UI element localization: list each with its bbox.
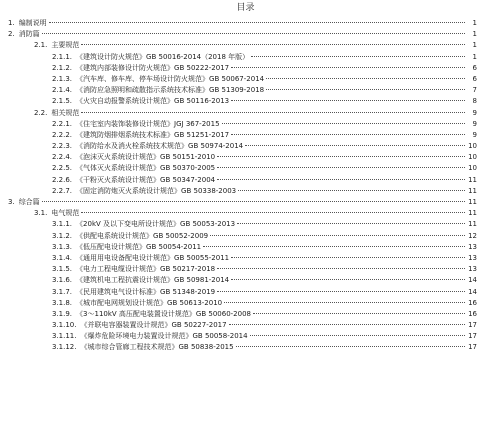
toc-entry-number: 2. xyxy=(8,30,15,39)
toc-leader-dots xyxy=(81,212,465,213)
toc-entry[interactable] xyxy=(0,264,491,275)
toc-entry-page: 16 xyxy=(468,309,477,318)
toc-leader-dots xyxy=(49,22,465,23)
toc-leader-dots xyxy=(217,167,465,168)
toc-leader-dots xyxy=(229,324,465,325)
toc-entry-number: 3.1.7. xyxy=(52,287,73,296)
toc-entry-label: 《住宅室内装饰装修设计规范》JGJ 367-2015 xyxy=(76,119,220,128)
toc-entry-page: 1 xyxy=(472,41,477,50)
toc-list xyxy=(0,18,491,354)
toc-entry[interactable] xyxy=(0,186,491,197)
toc-entry-page: 6 xyxy=(472,63,477,72)
toc-leader-dots xyxy=(231,134,465,135)
toc-entry-label: 《建筑内部装修设计防火规范》GB 50222-2017 xyxy=(76,63,230,72)
toc-entry-page: 17 xyxy=(468,332,477,341)
toc-leader-dots xyxy=(217,291,465,292)
toc-entry-page: 14 xyxy=(468,287,477,296)
toc-entry-label: 《民用建筑电气设计标准》GB 51348-2019 xyxy=(76,287,216,296)
toc-entry-number: 3.1.4. xyxy=(52,253,73,262)
toc-entry-page: 12 xyxy=(468,231,477,240)
toc-entry-page: 1 xyxy=(472,52,477,61)
toc-entry-page: 11 xyxy=(468,198,477,206)
toc-entry[interactable] xyxy=(0,85,491,96)
toc-entry-label: 综合篇 xyxy=(18,198,40,206)
toc-leader-dots xyxy=(217,268,465,269)
toc-entry[interactable] xyxy=(0,287,491,298)
toc-entry-page: 13 xyxy=(468,265,477,274)
toc-entry-number: 2.1.5. xyxy=(52,97,73,106)
toc-entry-page: 13 xyxy=(468,242,477,251)
toc-leader-dots xyxy=(231,100,465,101)
toc-entry-number: 2.1. xyxy=(34,41,48,50)
toc-entry-label: 《3～110kV 高压配电装置设计规范》GB 50060-2008 xyxy=(76,309,251,318)
toc-entry[interactable] xyxy=(0,275,491,286)
toc-entry-label: 主要规范 xyxy=(51,41,80,50)
toc-leader-dots xyxy=(217,156,465,157)
toc-entry[interactable] xyxy=(0,152,491,163)
toc-leader-dots xyxy=(231,279,465,280)
toc-entry[interactable] xyxy=(0,18,491,29)
toc-entry-label: 《低压配电设计规范》GB 50054-2011 xyxy=(76,242,202,251)
toc-entry-page: 9 xyxy=(472,108,477,117)
toc-entry-number: 3.1.11. xyxy=(52,332,77,341)
toc-entry-label: 《汽车库、修车库、停车场设计防火规范》GB 50067-2014 xyxy=(76,74,265,83)
toc-leader-dots xyxy=(203,246,465,247)
toc-entry-label: 《通用用电设备配电设计规范》GB 50055-2011 xyxy=(76,253,230,262)
toc-entry-page: 13 xyxy=(468,253,477,262)
toc-entry-number: 3.1.8. xyxy=(52,298,73,307)
toc-entry[interactable] xyxy=(0,63,491,74)
toc-entry-number: 3.1.5. xyxy=(52,265,73,274)
toc-entry[interactable] xyxy=(0,163,491,174)
toc-leader-dots xyxy=(81,112,465,113)
toc-entry-page: 11 xyxy=(468,220,477,229)
toc-entry-number: 3.1.12. xyxy=(52,343,77,352)
toc-entry-number: 3. xyxy=(8,198,15,206)
toc-title: 目录 xyxy=(236,3,255,13)
toc-entry-label: 《供配电系统设计规范》GB 50052-2009 xyxy=(76,231,209,240)
toc-entry[interactable] xyxy=(0,242,491,253)
toc-entry-number: 2.1.3. xyxy=(52,74,73,83)
toc-entry[interactable] xyxy=(0,298,491,309)
toc-entry-label: 编制说明 xyxy=(18,19,47,27)
toc-entry[interactable] xyxy=(0,219,491,230)
toc-entry-number: 3.1.3. xyxy=(52,242,73,251)
toc-entry-number: 2.1.2. xyxy=(52,63,73,72)
toc-entry-number: 3.1.6. xyxy=(52,276,73,285)
toc-entry[interactable] xyxy=(0,52,491,63)
toc-leader-dots xyxy=(81,44,465,45)
toc-entry[interactable] xyxy=(0,74,491,85)
toc-leader-dots xyxy=(238,190,465,191)
toc-leader-dots xyxy=(231,257,465,258)
toc-entry-page: 14 xyxy=(468,276,477,285)
toc-entry-label: 《电力工程电缆设计规范》GB 50217-2018 xyxy=(76,265,216,274)
toc-entry-number: 2.2.6. xyxy=(52,175,73,184)
toc-leader-dots xyxy=(217,179,465,180)
toc-entry-page: 10 xyxy=(468,164,477,173)
toc-entry-label: 《20kV 及以下变电所设计规范》GB 50053-2013 xyxy=(76,220,236,229)
toc-leader-dots xyxy=(231,67,465,68)
toc-entry[interactable] xyxy=(0,119,491,130)
toc-entry-page: 1 xyxy=(472,30,477,39)
toc-entry-page: 7 xyxy=(472,86,477,95)
toc-entry-label: 《气体灭火系统设计规范》GB 50370-2005 xyxy=(76,164,216,173)
toc-entry-label: 消防篇 xyxy=(18,30,40,39)
toc-entry-label: 相关规范 xyxy=(51,108,80,117)
toc-entry-page: 11 xyxy=(468,186,477,195)
toc-entry-number: 1. xyxy=(8,19,15,27)
toc-entry-label: 《爆炸危险环境电力装置设计规范》GB 50058-2014 xyxy=(80,332,248,341)
toc-entry[interactable] xyxy=(0,331,491,342)
toc-entry-label: 电气规范 xyxy=(51,209,80,218)
toc-entry-label: 《并联电容器装置设计规范》GB 50227-2017 xyxy=(80,321,227,330)
toc-leader-dots xyxy=(224,302,465,303)
toc-entry[interactable] xyxy=(0,342,491,353)
toc-entry[interactable] xyxy=(0,231,491,242)
toc-entry-label: 《固定消防炮灭火系统设计规范》GB 50338-2003 xyxy=(76,186,237,195)
toc-leader-dots xyxy=(253,313,465,314)
toc-entry-label: 《泡沫灭火系统设计规范》GB 50151-2010 xyxy=(76,153,216,162)
toc-entry[interactable] xyxy=(0,309,491,320)
toc-entry-number: 2.2.3. xyxy=(52,142,73,151)
toc-entry[interactable] xyxy=(0,320,491,331)
toc-entry-number: 3.1.1. xyxy=(52,220,73,229)
toc-entry[interactable] xyxy=(0,208,491,219)
toc-entry-number: 2.2.4. xyxy=(52,153,73,162)
toc-entry-page: 1 xyxy=(472,19,477,27)
toc-leader-dots xyxy=(222,123,465,124)
toc-entry-label: 《建筑设计防火规范》GB 50016-2014（2018 年版） xyxy=(76,52,250,61)
toc-entry[interactable] xyxy=(0,40,491,51)
toc-entry-number: 2.1.1. xyxy=(52,52,73,61)
toc-leader-dots xyxy=(42,33,465,34)
toc-entry-page: 10 xyxy=(468,142,477,151)
toc-entry[interactable] xyxy=(0,141,491,152)
toc-entry[interactable] xyxy=(0,175,491,186)
toc-leader-dots xyxy=(236,346,465,347)
toc-entry-page: 9 xyxy=(472,130,477,139)
toc-entry-page: 17 xyxy=(468,321,477,330)
toc-entry-label: 《建筑防烟排烟系统技术标准》GB 51251-2017 xyxy=(76,130,230,139)
toc-entry-label: 《干粉灭火系统设计规范》GB 50347-2004 xyxy=(76,175,216,184)
toc-leader-dots xyxy=(250,335,465,336)
toc-entry-number: 2.2.7. xyxy=(52,186,73,195)
toc-entry-label: 《城市综合管廊工程技术规范》GB 50838-2015 xyxy=(80,343,234,352)
toc-entry[interactable] xyxy=(0,197,491,208)
toc-entry[interactable] xyxy=(0,253,491,264)
toc-entry-label: 《建筑机电工程抗震设计规范》GB 50981-2014 xyxy=(76,276,230,285)
toc-leader-dots xyxy=(266,89,465,90)
toc-entry-page: 9 xyxy=(472,119,477,128)
toc-entry-page: 11 xyxy=(468,209,477,218)
toc-entry-number: 2.2.1. xyxy=(52,119,73,128)
toc-entry-number: 3.1.10. xyxy=(52,321,77,330)
toc-entry-number: 2.2.5. xyxy=(52,164,73,173)
toc-entry-page: 10 xyxy=(468,153,477,162)
toc-leader-dots xyxy=(251,56,465,57)
toc-entry-number: 2.2. xyxy=(34,108,48,117)
toc-entry-label: 《火灾自动报警系统设计规范》GB 50116-2013 xyxy=(76,97,230,106)
toc-entry-number: 2.2.2. xyxy=(52,130,73,139)
toc-leader-dots xyxy=(237,223,465,224)
toc-entry-number: 3.1.2. xyxy=(52,231,73,240)
toc-entry-page: 16 xyxy=(468,298,477,307)
toc-entry-number: 3.1.9. xyxy=(52,309,73,318)
toc-entry-page: 8 xyxy=(472,97,477,106)
toc-entry[interactable] xyxy=(0,29,491,40)
toc-entry-label: 《消防给水及消火栓系统技术规范》GB 50974-2014 xyxy=(76,142,244,151)
toc-entry[interactable] xyxy=(0,96,491,107)
toc-entry[interactable] xyxy=(0,130,491,141)
toc-entry-number: 3.1. xyxy=(34,209,48,218)
toc-entry-label: 《消防应急照明和疏散指示系统技术标准》GB 51309-2018 xyxy=(76,86,265,95)
toc-entry-page: 6 xyxy=(472,74,477,83)
toc-leader-dots xyxy=(210,235,465,236)
toc-leader-dots xyxy=(42,201,465,202)
toc-entry[interactable] xyxy=(0,108,491,119)
toc-entry-page: 11 xyxy=(468,175,477,184)
toc-leader-dots xyxy=(266,78,465,79)
toc-entry-page: 17 xyxy=(468,343,477,352)
toc-entry-number: 2.1.4. xyxy=(52,86,73,95)
toc-leader-dots xyxy=(245,145,465,146)
toc-entry-label: 《城市配电网规划设计规范》GB 50613-2010 xyxy=(76,298,223,307)
